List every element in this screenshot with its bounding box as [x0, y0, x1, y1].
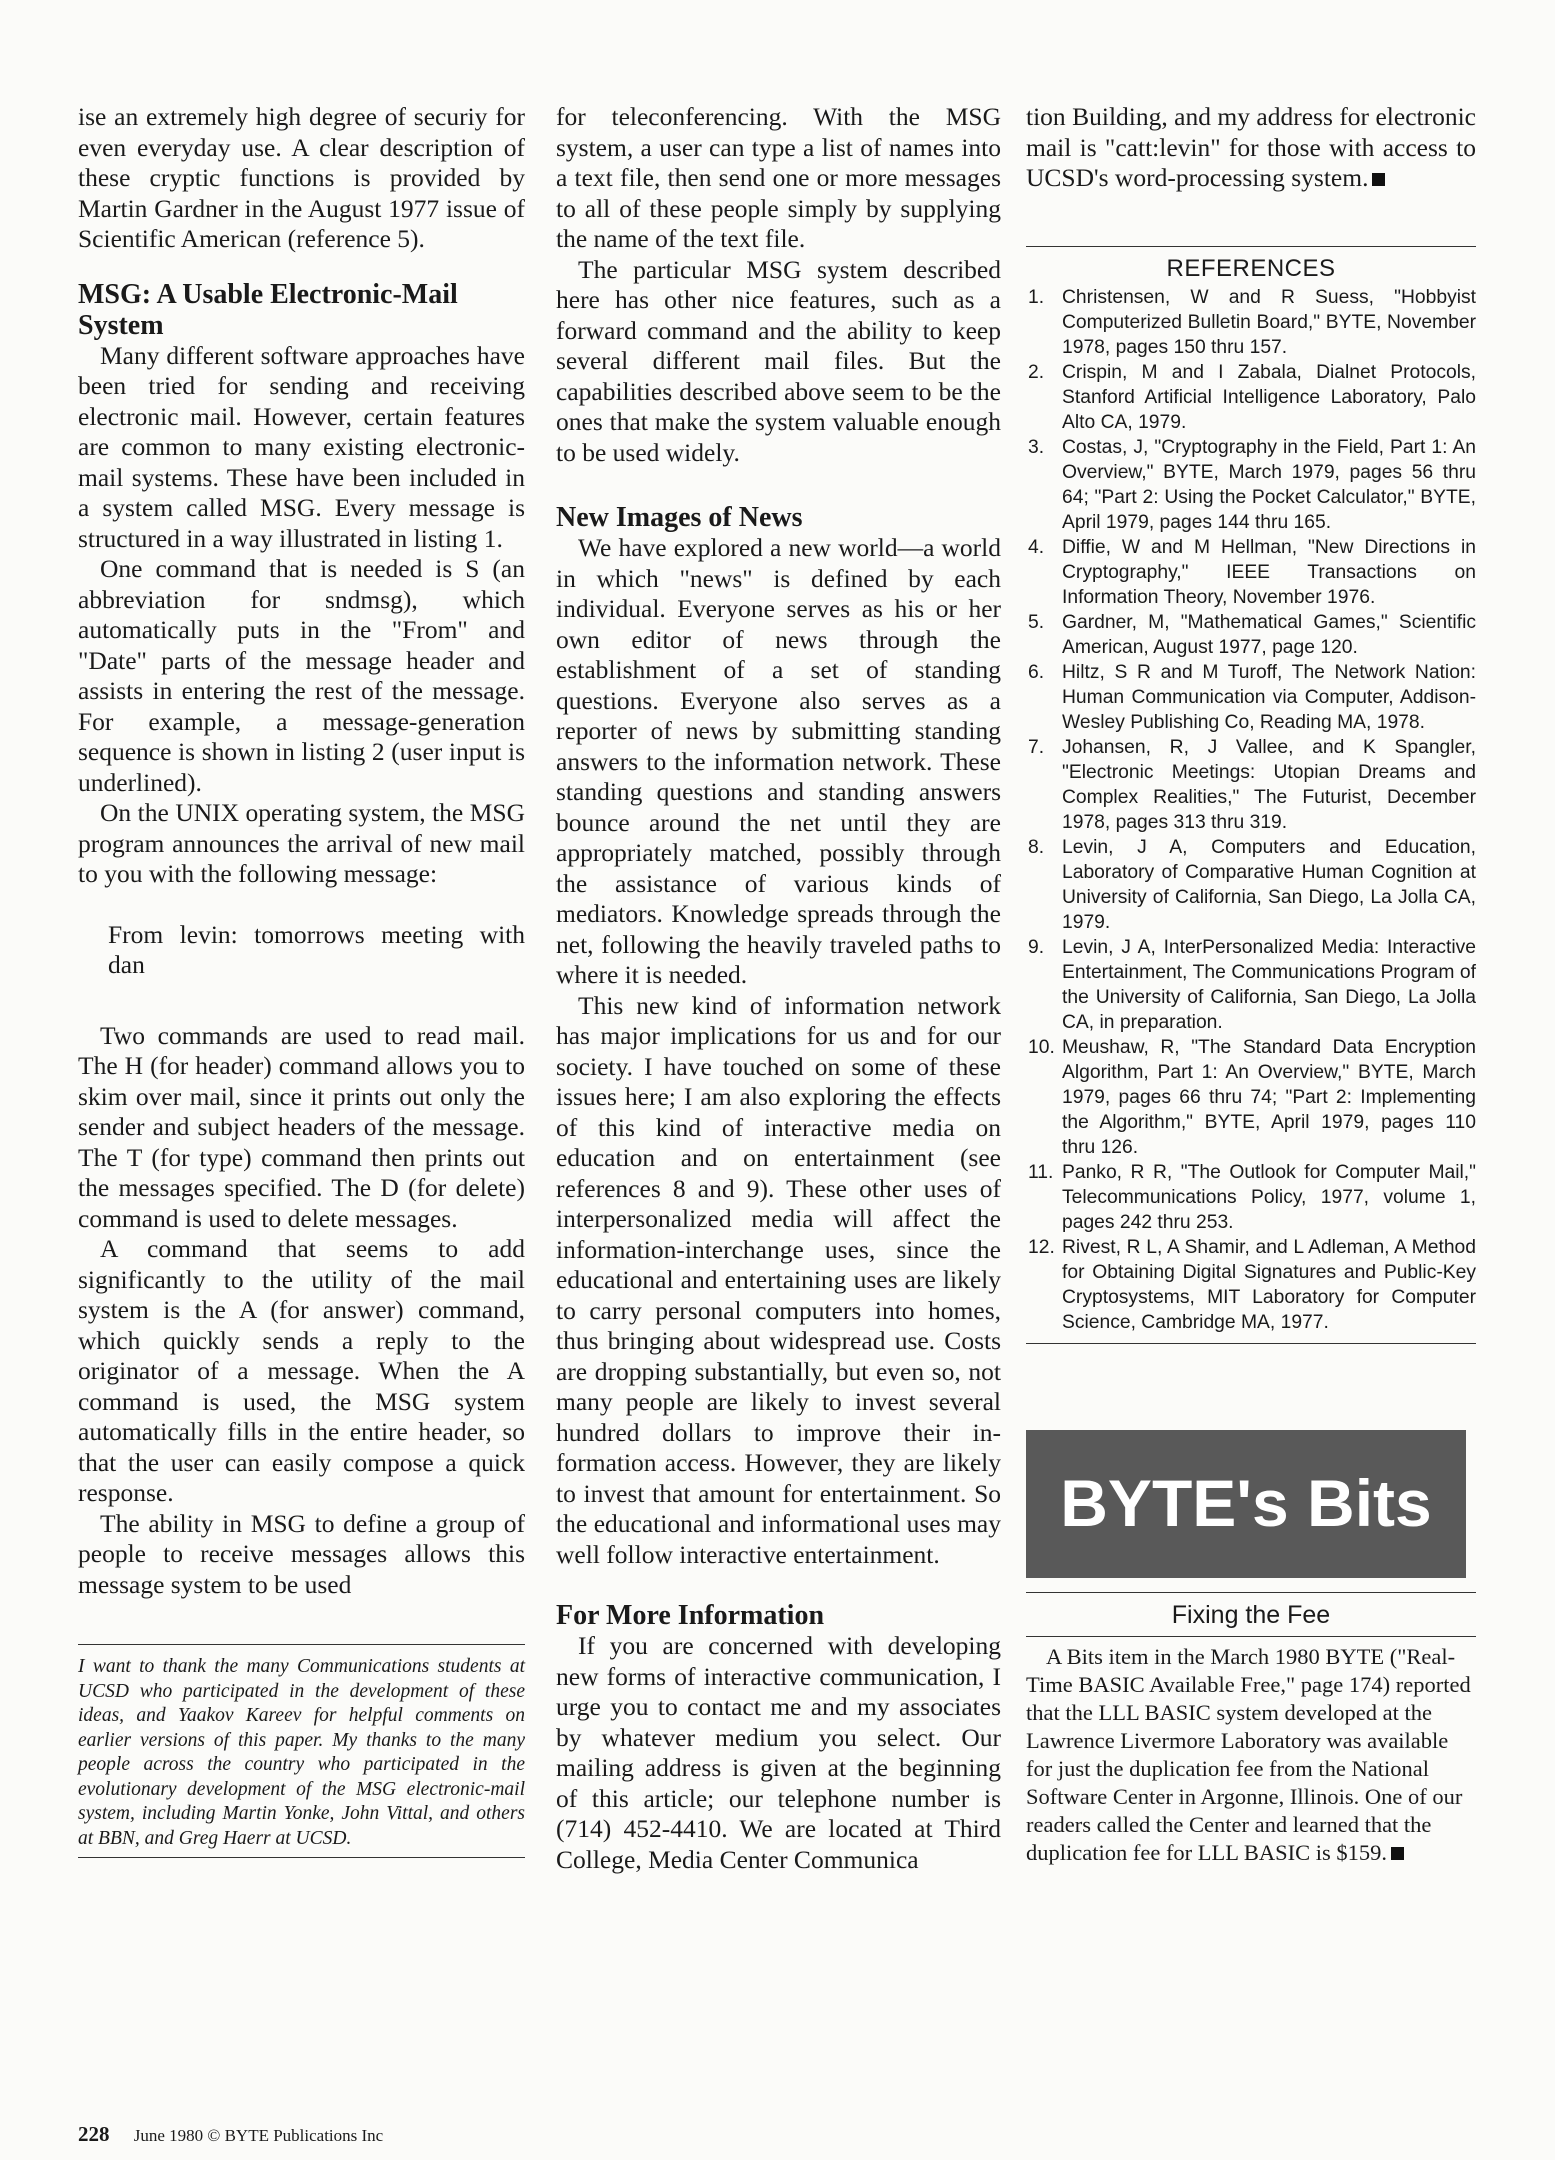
paragraph: Two commands are used to read mail. The H (for header) command allows you to skim over mail, since it prints out only the sender and subject headers of the message. The T (for type) command then prints out the messages specified. The D (for delete) command is used to delete messages.: [78, 1020, 525, 1233]
reference-item: [1026, 735, 1476, 835]
reference-text: Diffie, W and M Hellman, "New Directions in Cryptography," IEEE Transactions on Information Theory, November 1976.: [1062, 536, 1476, 608]
references-list: [1026, 285, 1476, 1335]
paragraph: ise an extremely high degree of securiy for even everyday use. A clear description of these cryptic functions is provided by Martin Gardner in the August 1977 issue of Scientific American (reference 5).: [78, 102, 525, 253]
reference-number: 2.: [1028, 361, 1045, 383]
paragraph: A command that seems to add significantly to the utility of the mail system is the A (for answer) command, which quickly sends a reply to the originator of a message. When the A command is used, the MSG system automatically fills in the entire header, so that the user can easily compose a quick response.: [78, 1234, 525, 1507]
paragraph: This new kind of information network has major implications for us and for our society. I have touched on some of these issues here; I am also exploring the effects of this kind of interactive media on education and on entertainment (see references 8 and 9). These other uses of interpersonalized media will affect the information-interchange uses, since the educational and entertaining uses are likely to carry personal computers into homes, thus bringing about widespread use. Costs are dropping substantially, but even so, not many people are likely to invest several hundred dollars to improve their information access. However, they are likely to invest that amount for entertainment. So the educational and informational uses may well follow interactive entertainment.: [556, 990, 1001, 1569]
reference-number: 11.: [1028, 1161, 1054, 1183]
reference-text: Costas, J, "Cryptography in the Field, Part 1: An Overview," BYTE, March 1979, pages 56 thru 64; "Part 2: Using the Pocket Calculator," BYTE, April 1979, pages 144 thru 165.: [1062, 436, 1476, 533]
reference-text: Hiltz, S R and M Turoff, The Network Nation: Human Communication via Computer, Addison-Wesley Publishing Co, Reading MA, 1978.: [1062, 661, 1476, 733]
reference-text: Johansen, R, J Vallee, and K Spangler, "Electronic Meetings: Utopian Dreams and Complex Realities," The Futurist, December 1978, pages 313 thru 319.: [1062, 736, 1476, 833]
reference-number: 4.: [1028, 536, 1045, 558]
paragraph: One command that is needed is S (an abbreviation for sndmsg), which automatically puts in the "From" and "Date" parts of the message header and assists in entering the rest of the message. For example, a message-generation sequence is shown in listing 2 (user input is underlined).: [78, 554, 525, 797]
divider: [1026, 1343, 1476, 1344]
paragraph: On the UNIX operating system, the MSG program announces the arrival of new mail to you with the following message:: [78, 798, 525, 888]
column-1: [78, 102, 525, 1858]
reference-number: 5.: [1028, 611, 1045, 633]
end-mark-icon: [1372, 173, 1385, 186]
reference-item: [1026, 435, 1476, 535]
divider: [1026, 1636, 1476, 1637]
reference-item: [1026, 660, 1476, 735]
reference-item: [1026, 835, 1476, 935]
section-heading-msg: MSG: A Usable Electronic-Mail System: [78, 278, 458, 341]
reference-number: 8.: [1028, 836, 1045, 858]
paragraph: Many different software approaches have been tried for sending and receiving electronic mail. However, certain features are common to many existing electronic-mail systems. These have been included in a system called MSG. Every message is structured in a way illustrated in listing 1.: [78, 340, 525, 553]
paragraph: The ability in MSG to define a group of people to receive messages allows this message system to be used: [78, 1508, 525, 1599]
section-heading-info: For More Information: [556, 1600, 825, 1631]
page-footer: [78, 2122, 383, 2147]
paragraph: If you are concerned with developing new forms of interactive communication, I urge you to contact me and my associates by whatever medium you select. Our mailing address is given at the beginning of this article; our telephone number is (714) 452-4410. We are located at Third College, Media Center Communica: [556, 1631, 1001, 1874]
reference-text: Crispin, M and I Zabala, Dialnet Protocols, Stanford Artificial Intelligence Laboratory, Palo Alto CA, 1979.: [1062, 361, 1476, 433]
reference-item: [1026, 535, 1476, 610]
bits-item-title: Fixing the Fee: [1171, 1600, 1331, 1629]
reference-item: [1026, 1160, 1476, 1235]
page-number: 228: [78, 2122, 110, 2146]
reference-text: Levin, J A, InterPersonalized Media: Interactive Entertainment, The Communications Program of the University of California, San Diego, La Jolla CA, in preparation.: [1062, 936, 1476, 1033]
reference-number: 1.: [1028, 286, 1045, 308]
bytes-bits-logo: [1026, 1430, 1466, 1578]
divider: [78, 1644, 525, 1645]
footer-credit: June 1980 © BYTE Publications Inc: [133, 2126, 384, 2145]
reference-item: [1026, 1035, 1476, 1160]
bits-item-body: [1026, 1643, 1476, 1867]
bytes-bits-logo-art: [1026, 1430, 1466, 1578]
column-3: [1026, 102, 1476, 1867]
divider: [78, 1857, 525, 1858]
reference-item: [1026, 610, 1476, 660]
end-mark-icon: [1391, 1847, 1404, 1860]
reference-number: 9.: [1028, 936, 1045, 958]
reference-item: [1026, 1235, 1476, 1335]
reference-number: 12.: [1028, 1236, 1055, 1258]
reference-number: 7.: [1028, 736, 1045, 758]
reference-item: [1026, 935, 1476, 1035]
reference-item: [1026, 360, 1476, 435]
divider: [1026, 1592, 1476, 1593]
reference-text: Christensen, W and R Suess, "Hobbyist Computerized Bulletin Board," BYTE, November 1978, pages 150 thru 157.: [1062, 286, 1476, 358]
mail-notice-quote: [78, 920, 525, 981]
acknowledgment: I want to thank the many Communications students at UCSD who participated in the development of these ideas, and Yaakov Kareev for helpful comments on earlier versions of this paper. My thanks to the many people across the country who participated in the evolutionary development of the MSG electronic-mail system, including Martin Yonke, John Vittal, and others at BBN, and Greg Haerr at UCSD.: [78, 1656, 525, 1849]
paragraph-text: tion Building, and my address for electronic mail is "catt:levin" for those with access to UCSD's word-processing system.: [1026, 102, 1476, 192]
paragraph: for teleconferencing. With the MSG system, a user can type a list of names into a text file, then send one or more messages to all of these people simply by supplying the name of the text file.: [556, 102, 1001, 253]
bits-item-text: A Bits item in the March 1980 BYTE ("Real-Time BASIC Available Free," page 174) reported that the LLL BASIC system developed at the Lawrence Livermore Laboratory was available for just the duplication fee from the National Software Center in Argonne, Illinois. One of our readers called the Center and learned that the duplication fee for LLL BASIC is $159.: [1026, 1643, 1471, 1865]
paragraph: The particular MSG system described here has other nice features, such as a forward command and the ability to keep several different mail files. But the capabilities described above seem to be the ones that make the system valuable enough to be used widely.: [556, 254, 1001, 467]
paragraph: We have explored a new world—a world in which "news" is defined by each individual. Everyone serves as his or her own editor of news through the establishment of a set of standing questions. Everyone also serves as a reporter of news by submitting standing answers to the information network. These standing questions and standing answers bounce around the net until they are appropriately matched, possibly through the assistance of various kinds of mediators. Knowledge spreads through the net, following the heavily traveled paths to where it is needed.: [556, 533, 1001, 989]
reference-number: 10.: [1028, 1036, 1055, 1058]
divider: [1026, 246, 1476, 247]
reference-number: 3.: [1028, 436, 1045, 458]
column-2: [556, 102, 1001, 1875]
logo-text: BYTE's Bits: [1060, 1465, 1432, 1540]
mail-notice-text: From levin: tomorrows meeting with dan: [108, 919, 525, 979]
paragraph-ending: [1026, 102, 1476, 194]
section-heading-news: New Images of News: [556, 502, 803, 533]
reference-number: 6.: [1028, 661, 1045, 683]
reference-text: Levin, J A, Computers and Education, Laboratory of Comparative Human Cognition at University of California, San Diego, La Jolla CA, 1979.: [1062, 836, 1476, 933]
reference-item: [1026, 285, 1476, 360]
references-heading: REFERENCES: [1166, 254, 1336, 282]
reference-text: Meushaw, R, "The Standard Data Encryption Algorithm, Part 1: An Overview," BYTE, March 1979, pages 66 thru 74; "Part 2: Implementing the Algorithm," BYTE, April 1979, pages 110 thru 126.: [1062, 1036, 1476, 1158]
reference-text: Rivest, R L, A Shamir, and L Adleman, A Method for Obtaining Digital Signatures and Public-Key Cryptosystems, MIT Laboratory for Computer Science, Cambridge MA, 1977.: [1062, 1236, 1476, 1333]
reference-text: Gardner, M, "Mathematical Games," Scientific American, August 1977, page 120.: [1062, 611, 1476, 658]
reference-text: Panko, R R, "The Outlook for Computer Mail," Telecommunications Policy, 1977, volume 1, pages 242 thru 253.: [1062, 1161, 1476, 1233]
